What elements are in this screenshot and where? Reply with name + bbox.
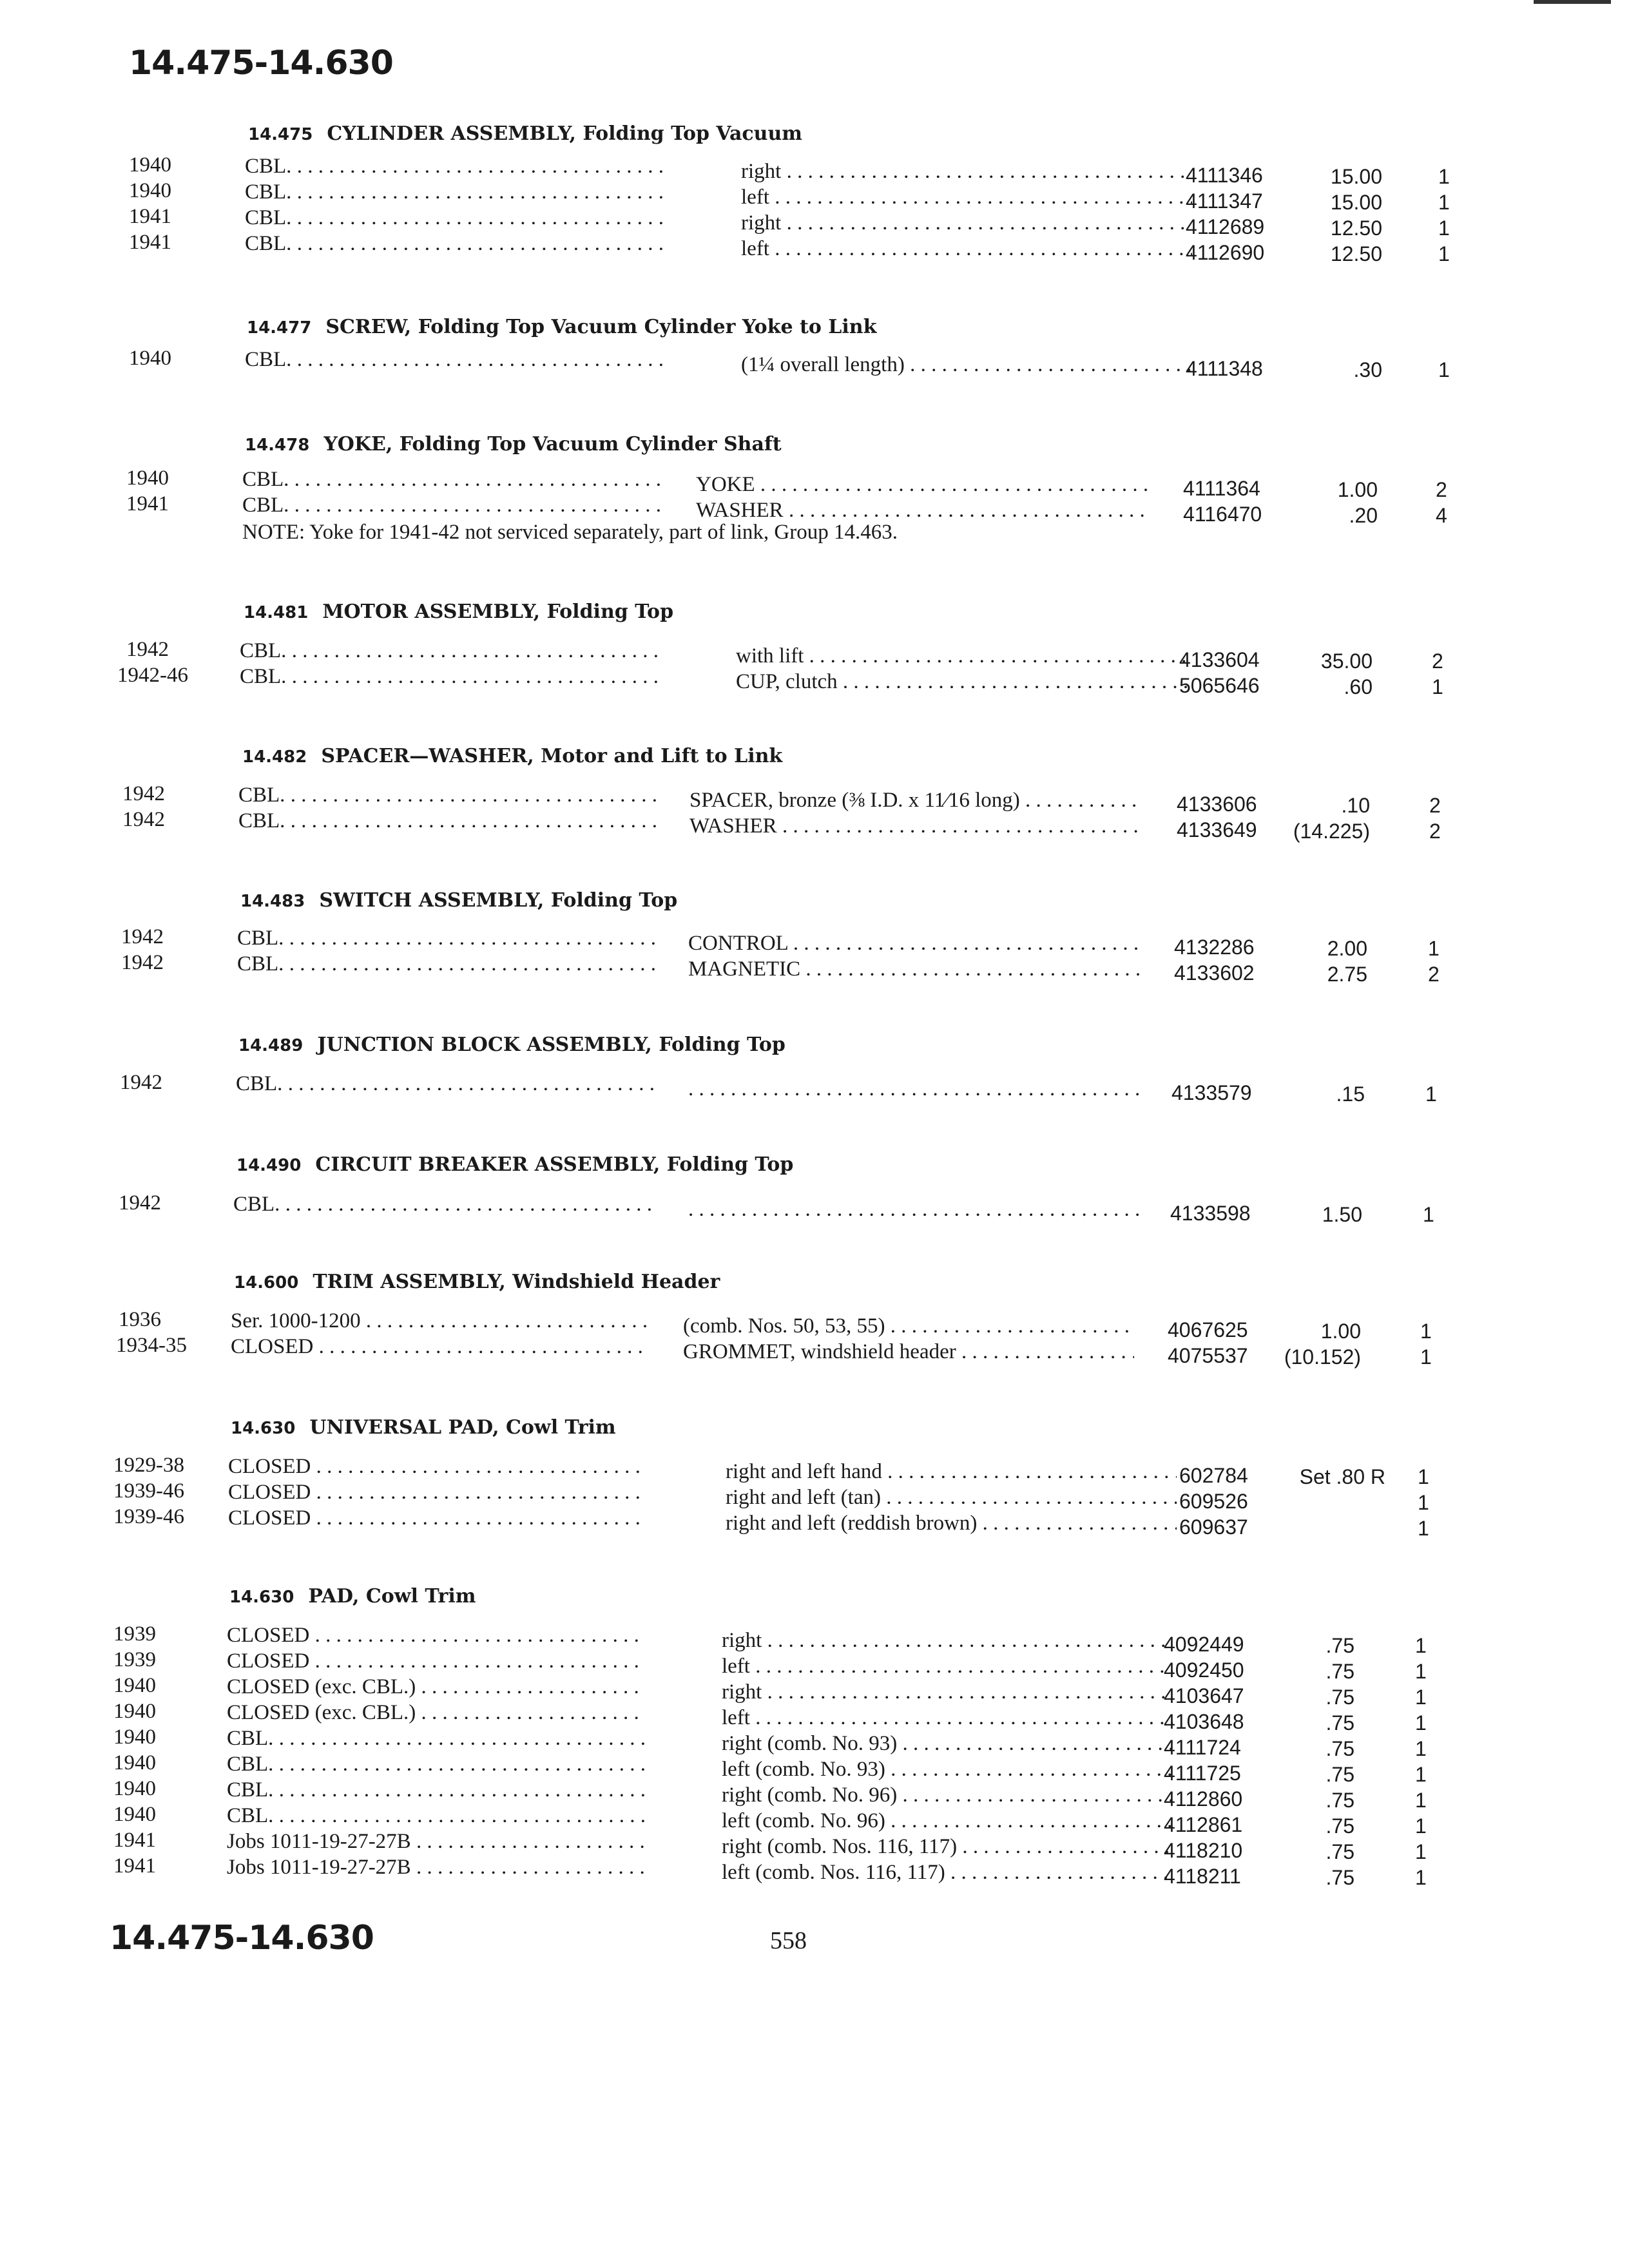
model-cell: CBL. . . . bbox=[237, 952, 656, 976]
table-row bbox=[0, 1622, 1629, 1657]
model-cell: CLOSED . . . bbox=[231, 1335, 650, 1359]
table-row bbox=[0, 153, 1629, 188]
section-name: SCREW, Folding Top Vacuum Cylinder Yoke to Link bbox=[325, 316, 877, 338]
section-code: 14.489 bbox=[238, 1036, 304, 1055]
model-cell: CBL. . . . bbox=[240, 639, 659, 663]
table-row bbox=[0, 638, 1629, 673]
section-code: 14.475 bbox=[248, 125, 313, 144]
quantity-cell: 1 bbox=[1415, 1634, 1427, 1657]
part-number-cell: 4075537 bbox=[1168, 1344, 1248, 1367]
quantity-cell: 1 bbox=[1418, 1465, 1429, 1488]
section-title bbox=[244, 601, 673, 623]
year-cell: 1940 bbox=[113, 1751, 156, 1774]
model-cell: CBL. . . . bbox=[227, 1778, 646, 1802]
table-row bbox=[0, 205, 1629, 240]
quantity-cell: 1 bbox=[1418, 1491, 1429, 1514]
description-cell: (1¼ overall length) . . . bbox=[741, 353, 1192, 377]
page-header-range: 14.475-14.630 bbox=[129, 44, 393, 82]
table-row bbox=[0, 925, 1629, 960]
model-cell: CBL. . . . bbox=[227, 1727, 646, 1751]
year-cell: 1929-38 bbox=[113, 1454, 184, 1477]
section-code: 14.477 bbox=[247, 318, 312, 338]
section-title bbox=[245, 433, 782, 456]
table-row bbox=[0, 1479, 1629, 1514]
table-row bbox=[0, 347, 1629, 381]
price-cell: .75 bbox=[1325, 1866, 1354, 1889]
table-row bbox=[0, 1725, 1629, 1760]
model-cell: CBL. . . . bbox=[237, 927, 656, 950]
price-cell: (10.152) bbox=[1284, 1345, 1361, 1369]
quantity-cell: 2 bbox=[1436, 478, 1447, 501]
description-cell: left . . . bbox=[741, 237, 1192, 261]
section-code: 14.482 bbox=[242, 747, 307, 767]
part-number-cell: 4118211 bbox=[1164, 1865, 1241, 1888]
part-number-cell: 602784 bbox=[1179, 1464, 1248, 1487]
price-cell: .10 bbox=[1341, 794, 1370, 817]
quantity-cell: 1 bbox=[1415, 1686, 1427, 1709]
section-name: YOKE, Folding Top Vacuum Cylinder Shaft bbox=[323, 433, 782, 456]
description-cell: right . . . bbox=[741, 211, 1192, 235]
part-number-cell: 4111724 bbox=[1164, 1736, 1241, 1759]
quantity-cell: 1 bbox=[1418, 1517, 1429, 1540]
year-cell: 1941 bbox=[129, 205, 171, 228]
quantity-cell: 1 bbox=[1415, 1840, 1427, 1863]
section-code: 14.481 bbox=[244, 603, 309, 622]
description-cell: left . . . bbox=[741, 186, 1192, 209]
price-cell: .15 bbox=[1336, 1082, 1365, 1106]
model-cell: CLOSED . . . bbox=[228, 1455, 647, 1479]
year-cell: 1940 bbox=[129, 153, 171, 177]
part-number-cell: 4132286 bbox=[1174, 936, 1255, 959]
model-cell: CBL. . . . bbox=[245, 180, 664, 204]
description-cell: CONTROL . . . bbox=[688, 932, 1139, 956]
table-row bbox=[0, 1071, 1629, 1106]
price-cell: 1.00 bbox=[1320, 1320, 1361, 1343]
model-cell: CLOSED . . . bbox=[227, 1624, 646, 1648]
part-number-cell: 609637 bbox=[1179, 1515, 1248, 1539]
model-cell: CBL. . . . bbox=[227, 1753, 646, 1776]
section-name: TRIM ASSEMBLY, Windshield Header bbox=[313, 1271, 720, 1293]
year-cell: 1940 bbox=[113, 1674, 156, 1697]
section-name: SPACER—WASHER, Motor and Lift to Link bbox=[321, 745, 783, 767]
year-cell: 1940 bbox=[113, 1700, 156, 1723]
section-code: 14.478 bbox=[245, 436, 310, 455]
description-cell: MAGNETIC . . . bbox=[688, 957, 1139, 981]
model-cell: CLOSED (exc. CBL.) . . . bbox=[227, 1675, 646, 1699]
year-cell: 1940 bbox=[129, 179, 171, 202]
year-cell: 1940 bbox=[113, 1777, 156, 1800]
model-cell: Jobs 1011-19-27-27B . . . bbox=[227, 1856, 646, 1879]
model-cell: CBL. . . . bbox=[227, 1804, 646, 1828]
section-name: SWITCH ASSEMBLY, Folding Top bbox=[319, 889, 678, 912]
section-title bbox=[236, 1153, 793, 1176]
part-number-cell: 4103648 bbox=[1164, 1710, 1244, 1733]
quantity-cell: 1 bbox=[1415, 1789, 1427, 1812]
description-cell: right (comb. No. 93) . . . bbox=[722, 1732, 1173, 1756]
year-cell: 1939 bbox=[113, 1622, 156, 1646]
description-cell: right and left hand . . . bbox=[726, 1460, 1177, 1484]
year-cell: 1941 bbox=[113, 1829, 156, 1852]
description-cell: right . . . bbox=[722, 1680, 1173, 1704]
part-number-cell: 4112860 bbox=[1164, 1787, 1243, 1811]
part-number-cell: 4133649 bbox=[1177, 818, 1257, 841]
price-cell: .75 bbox=[1325, 1763, 1354, 1786]
description-cell: left . . . bbox=[722, 1655, 1173, 1678]
quantity-cell: 1 bbox=[1432, 675, 1443, 698]
table-row bbox=[0, 808, 1629, 843]
year-cell: 1942 bbox=[121, 951, 164, 974]
table-row bbox=[0, 1854, 1629, 1889]
quantity-cell: 1 bbox=[1428, 937, 1440, 960]
table-row bbox=[0, 782, 1629, 817]
table-row bbox=[0, 492, 1629, 527]
part-number-cell: 4103647 bbox=[1164, 1684, 1244, 1707]
table-row bbox=[0, 1803, 1629, 1838]
description-cell bbox=[688, 1077, 1139, 1101]
part-number-cell: 4133598 bbox=[1170, 1202, 1251, 1225]
part-number-cell: 4067625 bbox=[1168, 1318, 1248, 1341]
description-cell: right . . . bbox=[722, 1629, 1173, 1653]
quantity-cell: 1 bbox=[1415, 1866, 1427, 1889]
price-cell: .75 bbox=[1325, 1840, 1354, 1863]
price-cell: .75 bbox=[1325, 1660, 1354, 1683]
section-title bbox=[238, 1033, 786, 1056]
year-cell: 1942 bbox=[126, 638, 169, 661]
description-cell: with lift . . . bbox=[736, 644, 1187, 668]
description-cell: YOKE . . . bbox=[696, 473, 1147, 497]
price-cell: .30 bbox=[1353, 358, 1382, 381]
page-number: 558 bbox=[770, 1927, 807, 1954]
corner-mark bbox=[1534, 0, 1611, 4]
table-row bbox=[0, 231, 1629, 265]
year-cell: 1939-46 bbox=[113, 1479, 184, 1503]
description-cell: left (comb. Nos. 116, 117) . . . bbox=[722, 1861, 1173, 1885]
table-row bbox=[0, 179, 1629, 214]
part-number-cell: 4133606 bbox=[1177, 793, 1257, 816]
quantity-cell: 1 bbox=[1420, 1320, 1432, 1343]
part-number-cell: 4092449 bbox=[1164, 1633, 1244, 1656]
part-number-cell: 4112689 bbox=[1186, 215, 1265, 238]
section-code: 14.483 bbox=[240, 892, 305, 911]
price-cell: 15.00 bbox=[1330, 165, 1382, 188]
model-cell: CBL. . . . bbox=[242, 468, 661, 492]
table-row bbox=[0, 1700, 1629, 1735]
model-cell: CBL. . . . bbox=[238, 783, 657, 807]
section-name: JUNCTION BLOCK ASSEMBLY, Folding Top bbox=[317, 1033, 786, 1056]
part-number-cell: 4133604 bbox=[1179, 648, 1260, 671]
model-cell: CLOSED . . . bbox=[227, 1649, 646, 1673]
year-cell: 1940 bbox=[129, 347, 171, 370]
description-cell: CUP, clutch . . . bbox=[736, 670, 1187, 694]
quantity-cell: 2 bbox=[1432, 649, 1443, 673]
year-cell: 1941 bbox=[129, 231, 171, 254]
year-cell: 1941 bbox=[113, 1854, 156, 1878]
table-row bbox=[0, 1308, 1629, 1343]
year-cell: 1942 bbox=[122, 808, 165, 831]
model-cell: CBL. . . . bbox=[236, 1072, 655, 1096]
price-cell: (14.225) bbox=[1293, 820, 1370, 843]
price-cell: Set .80 R bbox=[1299, 1465, 1385, 1488]
part-number-cell: 609526 bbox=[1179, 1490, 1248, 1513]
description-cell: right and left (reddish brown) . . . bbox=[726, 1512, 1177, 1535]
price-cell: 15.00 bbox=[1330, 191, 1382, 214]
quantity-cell: 1 bbox=[1415, 1660, 1427, 1683]
description-cell bbox=[688, 1198, 1139, 1222]
price-cell: .75 bbox=[1325, 1711, 1354, 1735]
model-cell: CLOSED . . . bbox=[228, 1506, 647, 1530]
model-cell: CBL. . . . bbox=[245, 155, 664, 178]
year-cell: 1942 bbox=[121, 925, 164, 948]
year-cell: 1939 bbox=[113, 1648, 156, 1671]
price-cell: .75 bbox=[1325, 1634, 1354, 1657]
price-cell: .75 bbox=[1325, 1789, 1354, 1812]
part-number-cell: 4111364 bbox=[1183, 477, 1260, 500]
part-number-cell: 5065646 bbox=[1179, 674, 1260, 697]
year-cell: 1940 bbox=[113, 1803, 156, 1826]
description-cell: left (comb. No. 96) . . . bbox=[722, 1809, 1173, 1833]
description-cell: (comb. Nos. 50, 53, 55) . . . bbox=[683, 1314, 1134, 1338]
price-cell: 12.50 bbox=[1330, 216, 1382, 240]
table-row bbox=[0, 664, 1629, 698]
section-title bbox=[248, 122, 802, 145]
year-cell: 1936 bbox=[119, 1308, 161, 1331]
section-title bbox=[229, 1585, 476, 1608]
part-number-cell: 4133579 bbox=[1171, 1081, 1252, 1104]
quantity-cell: 1 bbox=[1415, 1737, 1427, 1760]
model-cell: Ser. 1000-1200 . . . bbox=[231, 1309, 650, 1333]
price-cell: 2.00 bbox=[1327, 937, 1367, 960]
part-number-cell: 4112861 bbox=[1164, 1813, 1243, 1836]
description-cell: left . . . bbox=[722, 1706, 1173, 1730]
quantity-cell: 2 bbox=[1429, 820, 1441, 843]
year-cell: 1940 bbox=[126, 466, 169, 490]
section-title bbox=[242, 745, 782, 767]
part-number-cell: 4092450 bbox=[1164, 1658, 1244, 1682]
year-cell: 1934-35 bbox=[116, 1334, 187, 1357]
quantity-cell: 1 bbox=[1415, 1763, 1427, 1786]
section-title bbox=[231, 1416, 616, 1439]
section-code: 14.600 bbox=[234, 1273, 299, 1293]
table-row bbox=[0, 1191, 1629, 1226]
description-cell: right (comb. Nos. 116, 117) . . . bbox=[722, 1835, 1173, 1859]
section-title bbox=[240, 889, 677, 912]
table-row bbox=[0, 951, 1629, 986]
section-name: PAD, Cowl Trim bbox=[308, 1585, 476, 1608]
description-cell: left (comb. No. 93) . . . bbox=[722, 1758, 1173, 1782]
description-cell: SPACER, bronze (⅜ I.D. x 11⁄16 long) . . . bbox=[689, 789, 1141, 812]
part-number-cell: 4133602 bbox=[1174, 961, 1255, 985]
quantity-cell: 1 bbox=[1438, 216, 1450, 240]
description-cell: right . . . bbox=[741, 160, 1192, 184]
price-cell: .60 bbox=[1344, 675, 1373, 698]
price-cell: 12.50 bbox=[1330, 242, 1382, 265]
section-title bbox=[234, 1271, 720, 1293]
section-code: 14.490 bbox=[236, 1156, 302, 1175]
model-cell: CBL. . . . bbox=[245, 232, 664, 256]
table-row bbox=[0, 1334, 1629, 1369]
model-cell: CBL. . . . bbox=[233, 1193, 652, 1216]
quantity-cell: 1 bbox=[1415, 1711, 1427, 1735]
part-number-cell: 4111346 bbox=[1186, 164, 1263, 187]
part-number-cell: 4111347 bbox=[1186, 189, 1263, 213]
year-cell: 1942 bbox=[119, 1191, 161, 1215]
model-cell: CBL. . . . bbox=[245, 206, 664, 230]
quantity-cell: 2 bbox=[1428, 963, 1440, 986]
year-cell: 1942 bbox=[120, 1071, 162, 1094]
section-code: 14.630 bbox=[229, 1588, 294, 1607]
price-cell: .75 bbox=[1325, 1814, 1354, 1838]
year-cell: 1939-46 bbox=[113, 1505, 184, 1528]
table-row bbox=[0, 1777, 1629, 1812]
quantity-cell: 1 bbox=[1438, 242, 1450, 265]
quantity-cell: 1 bbox=[1438, 358, 1450, 381]
model-cell: CLOSED . . . bbox=[228, 1481, 647, 1504]
table-row bbox=[0, 1454, 1629, 1488]
year-cell: 1940 bbox=[113, 1725, 156, 1749]
price-cell: .75 bbox=[1325, 1686, 1354, 1709]
table-row bbox=[0, 466, 1629, 501]
model-cell: CLOSED (exc. CBL.) . . . bbox=[227, 1701, 646, 1725]
quantity-cell: 2 bbox=[1429, 794, 1441, 817]
table-row bbox=[0, 1751, 1629, 1786]
description-cell: WASHER . . . bbox=[689, 814, 1141, 838]
description-cell: right (comb. No. 96) . . . bbox=[722, 1783, 1173, 1807]
price-cell: .20 bbox=[1349, 504, 1378, 527]
page-footer-range: 14.475-14.630 bbox=[110, 1919, 374, 1957]
section-name: CYLINDER ASSEMBLY, Folding Top Vacuum bbox=[327, 122, 803, 145]
year-cell: 1942-46 bbox=[117, 664, 188, 687]
table-row bbox=[0, 1505, 1629, 1540]
description-cell: WASHER . . . bbox=[696, 499, 1147, 523]
section-code: 14.630 bbox=[231, 1419, 296, 1438]
quantity-cell: 1 bbox=[1415, 1814, 1427, 1838]
section-name: CIRCUIT BREAKER ASSEMBLY, Folding Top bbox=[315, 1153, 794, 1176]
quantity-cell: 4 bbox=[1436, 504, 1447, 527]
part-number-cell: 4111725 bbox=[1164, 1762, 1241, 1785]
model-cell: CBL. . . . bbox=[240, 665, 659, 689]
quantity-cell: 1 bbox=[1438, 191, 1450, 214]
model-cell: Jobs 1011-19-27-27B . . . bbox=[227, 1830, 646, 1854]
section-title bbox=[247, 316, 876, 338]
section-name: MOTOR ASSEMBLY, Folding Top bbox=[322, 601, 674, 623]
quantity-cell: 1 bbox=[1423, 1203, 1434, 1226]
description-cell: right and left (tan) . . . bbox=[726, 1486, 1177, 1510]
section-note: NOTE: Yoke for 1941-42 not serviced separately, part of link, Group 14.463. bbox=[242, 521, 898, 544]
model-cell: CBL. . . . bbox=[245, 348, 664, 372]
table-row bbox=[0, 1829, 1629, 1863]
description-cell: GROMMET, windshield header . . . bbox=[683, 1340, 1134, 1364]
section-name: UNIVERSAL PAD, Cowl Trim bbox=[309, 1416, 616, 1439]
year-cell: 1941 bbox=[126, 492, 169, 515]
price-cell: 35.00 bbox=[1320, 649, 1373, 673]
part-number-cell: 4118210 bbox=[1164, 1839, 1243, 1862]
quantity-cell: 1 bbox=[1438, 165, 1450, 188]
table-row bbox=[0, 1674, 1629, 1709]
part-number-cell: 4112690 bbox=[1186, 241, 1265, 264]
quantity-cell: 1 bbox=[1420, 1345, 1432, 1369]
price-cell: .75 bbox=[1325, 1737, 1354, 1760]
table-row bbox=[0, 1648, 1629, 1683]
part-number-cell: 4116470 bbox=[1183, 503, 1262, 526]
price-cell: 1.00 bbox=[1337, 478, 1378, 501]
quantity-cell: 1 bbox=[1425, 1082, 1437, 1106]
year-cell: 1942 bbox=[122, 782, 165, 805]
part-number-cell: 4111348 bbox=[1186, 357, 1263, 380]
model-cell: CBL. . . . bbox=[238, 809, 657, 833]
model-cell: CBL. . . . bbox=[242, 494, 661, 517]
price-cell: 2.75 bbox=[1327, 963, 1367, 986]
price-cell: 1.50 bbox=[1322, 1203, 1362, 1226]
